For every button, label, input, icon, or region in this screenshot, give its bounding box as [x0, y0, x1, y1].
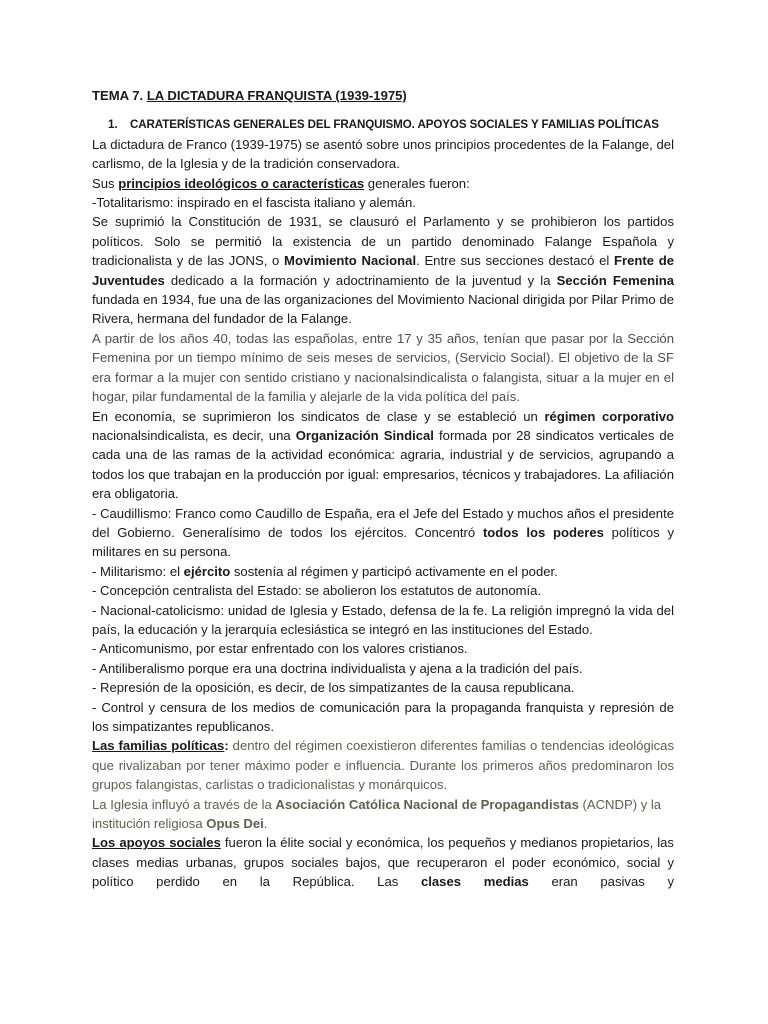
section-number: 1.: [108, 118, 118, 132]
caudillismo-text-1: - Caudillismo: Franco como Caudillo de España, era el Jefe del Estado y muchos años el presidente del Gobierno. Generalísimo de todos los ejércitos. Concentró: [92, 505, 674, 540]
section-heading: [92, 115, 674, 134]
economy-text-2: nacionalsindicalista, es decir, una: [92, 427, 296, 443]
apoyos-text-1: fueron la élite social y económica, los pequeños y medianos propietarios, las clases medias urbanas, grupos sociales bajos, que recuperaron el poder económico, social y político perdido en la República. Las: [92, 835, 674, 890]
antiliberalismo-item: - Antiliberalismo porque era una doctrina individualista y ajena a la tradición del país.: [92, 660, 583, 676]
familias-term: Las familias políticas: [92, 738, 225, 754]
ejercito: ejército: [183, 563, 231, 579]
constitution-text-3: dedicado a la formación y adoctrinamiento de la juventud y la: [164, 272, 557, 288]
frente-juventudes: Frente de Juventudes: [92, 253, 674, 288]
iglesia-text-3: .: [263, 816, 268, 832]
iglesia-text-1: La Iglesia influyó a través de la: [92, 796, 276, 812]
constitution-text-1: Se suprimió la Constitución de 1931, se clausuró el Parlamento y se prohibieron los partidos políticos. Solo se permitió la existencia de un partido denominado Falange Española y tradicionalista y de las JONS, o: [92, 214, 674, 269]
militarismo-item: [92, 562, 674, 581]
apoyos-text-2: eran pasivas y: [528, 874, 675, 890]
constitution-text-4: fundada en 1934, fue una de las organizaciones del Movimiento Nacional dirigida por Pilar Primo de Rivera, hermana del fundador de la Falange.: [92, 292, 674, 327]
economy-paragraph: [92, 407, 674, 504]
clases-medias: clases medias: [420, 874, 529, 890]
page-title: [92, 86, 674, 105]
principles-line: [92, 174, 674, 193]
apoyos-term: Los apoyos sociales: [92, 835, 221, 851]
censura-item: - Control y censura de los medios de comunicación para la propaganda franquista y represión de los simpatizantes republicanos.: [92, 699, 674, 734]
iglesia-paragraph: [92, 795, 674, 834]
opus-dei: Opus Dei: [206, 816, 264, 832]
economy-text-1: En economía, se suprimieron los sindicatos de clase y se estableció un: [92, 408, 545, 424]
iglesia-text-2: (ACNDP) y la institución religiosa: [92, 796, 662, 832]
constitution-paragraph: [92, 212, 674, 328]
familias-colon: :: [224, 738, 229, 754]
apoyos-paragraph: [92, 833, 674, 891]
caudillismo-text-2: políticos y militares en su persona.: [92, 524, 674, 560]
intro-paragraph: La dictadura de Franco (1939-1975) se asentó sobre unos principios procedentes de la Falange, del carlismo, de la Iglesia y de la tradición conservadora.: [92, 136, 674, 172]
section-title: CARATERÍSTICAS GENERALES DEL FRANQUISMO. APOYOS SOCIALES Y FAMILIAS POLÍTICAS: [129, 118, 659, 132]
caudillismo-item: [92, 504, 674, 562]
represion-item: - Represión de la oposición, es decir, de los simpatizantes de la causa republicana.: [92, 680, 575, 696]
militarismo-text-1: - Militarismo: el: [92, 563, 184, 579]
constitution-text-2: . Entre sus secciones destacó el: [416, 253, 614, 269]
familias-paragraph: [92, 736, 674, 794]
principles-lead: Sus: [92, 175, 119, 191]
regimen-corporativo: régimen corporativo: [544, 408, 674, 424]
title-prefix: TEMA 7.: [92, 88, 147, 103]
movimiento-nacional: Movimiento Nacional: [284, 253, 417, 269]
organizacion-sindical: Organización Sindical: [295, 427, 434, 443]
principles-tail: generales fueron:: [364, 175, 470, 191]
seccion-femenina: Sección Femenina: [556, 272, 674, 288]
principles-term: principios ideológicos o características: [118, 175, 365, 191]
economy-text-3: formada por 28 sindicatos verticales de cada una de las ramas de la actividad económica: agraria, industrial y de servicios, agrupando a todos los que trabajan en la producción por igual: empresarios, técnicos y trabajadores. La afiliación era obligatoria.: [92, 427, 674, 502]
todos-los-poderes: todos los poderes: [482, 524, 604, 540]
catolicismo-item: - Nacional-catolicismo: unidad de Iglesia y Estado, defensa de la fe. La religión impregnó la vida del país, la educación y la jerarquía eclesiástica se integró en las instituciones del Estado.: [92, 602, 674, 637]
familias-text: dentro del régimen coexistieron diferentes familias o tendencias ideológicas que rivalizaban por tener máximo poder e influencia. Durante los primeros años predominaron los grupos falangistas, carlistas o tradicionalistas y monárquicos.: [92, 738, 675, 793]
totalitarismo-item: -Totalitarismo: inspirado en el fascista italiano y alemán.: [92, 195, 416, 211]
anticomunismo-item: - Anticomunismo, por estar enfrentado con los valores cristianos.: [92, 641, 468, 657]
document-body: [92, 86, 674, 892]
militarismo-text-2: sostenía al régimen y participó activamente en el poder.: [230, 563, 558, 579]
acndp: Asociación Católica Nacional de Propagandistas: [275, 796, 579, 812]
sf-paragraph: A partir de los años 40, todas las españolas, entre 17 y 35 años, tenían que pasar por la Sección Femenina por un tiempo mínimo de seis meses de servicios, (Servicio Social). El objetivo de la SF era formar a la mujer con sentido cristiano y nacionalsindicalista o falangista, situar a la mujer en el hogar, pilar fundamental de la familia y alejarle de la vida política del país.: [92, 330, 674, 405]
centralista-item: - Concepción centralista del Estado: se abolieron los estatutos de autonomía.: [92, 583, 542, 599]
title-main: LA DICTADURA FRANQUISTA (1939-1975): [146, 88, 407, 103]
